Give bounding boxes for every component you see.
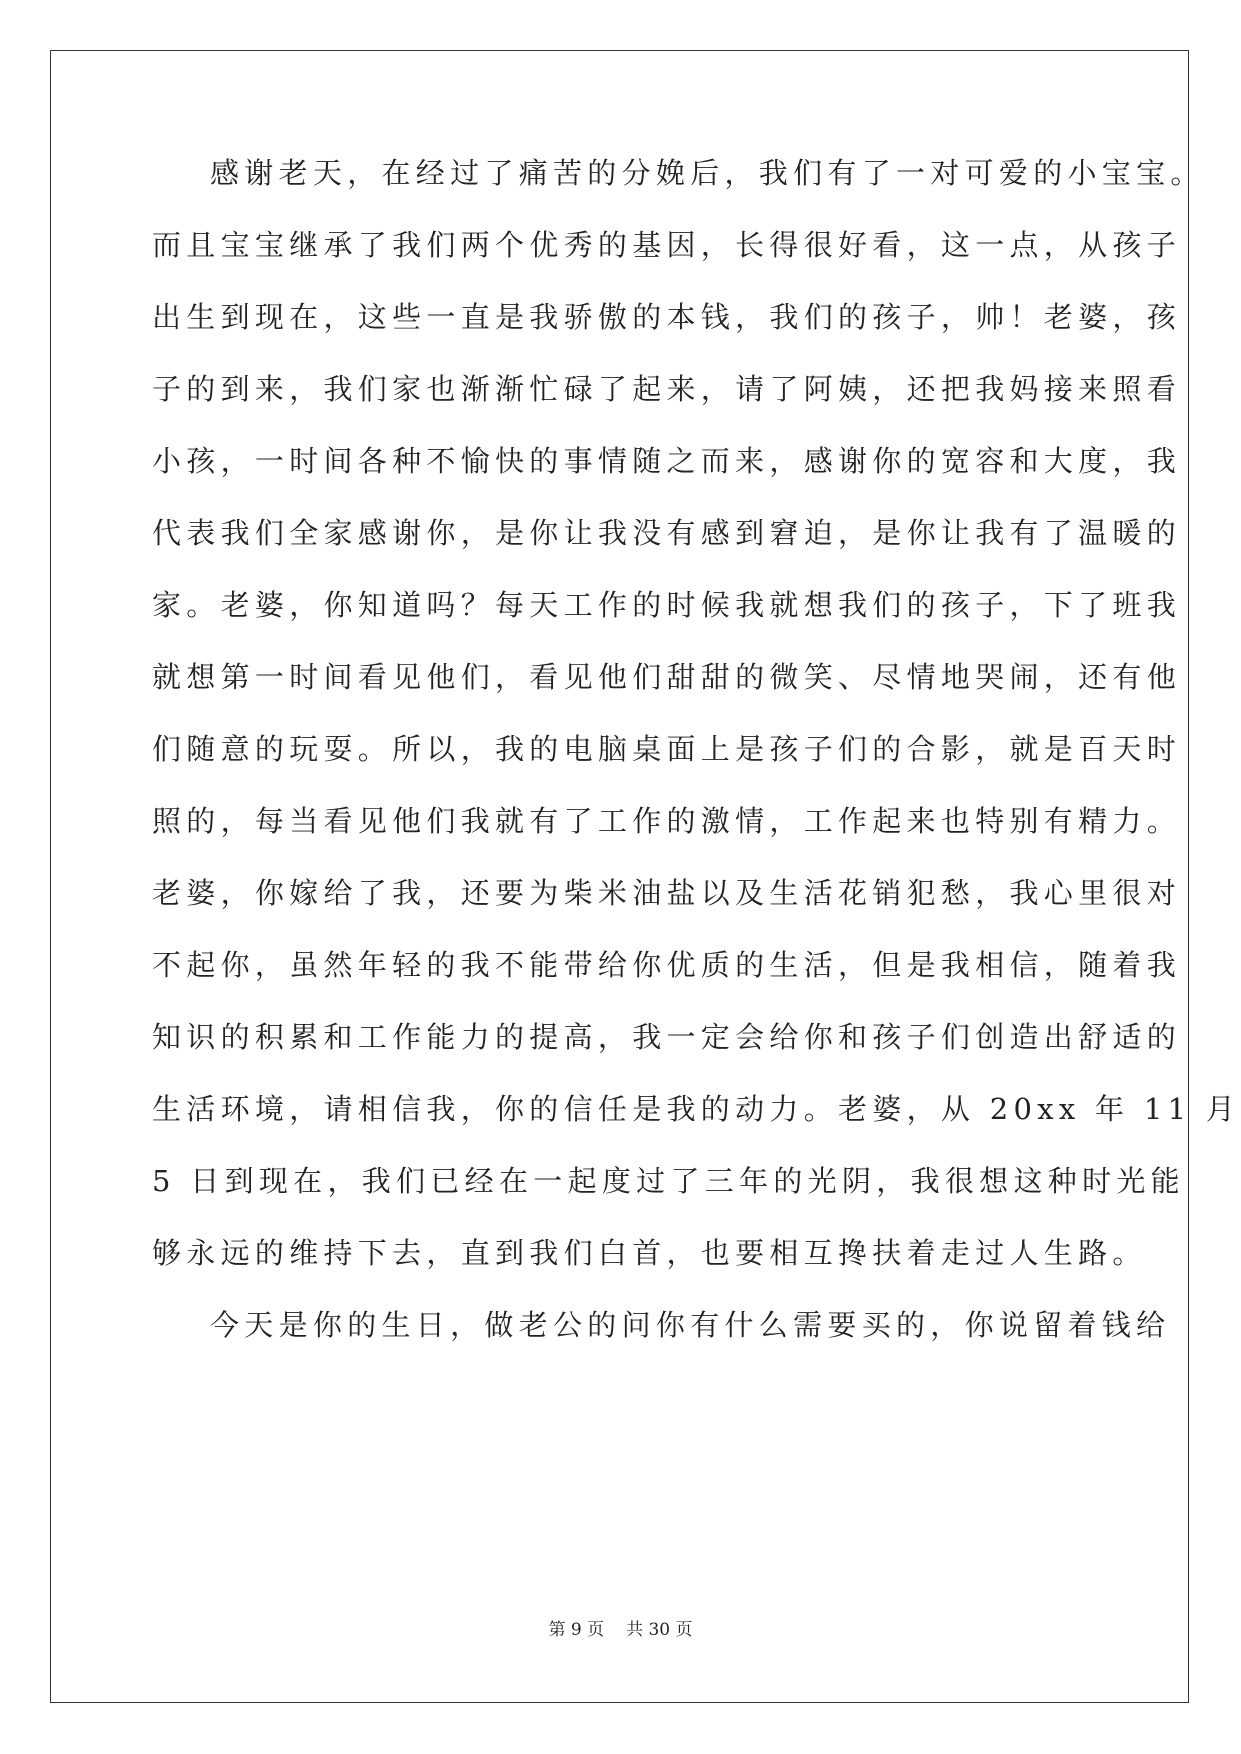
text-line: 5 日到现在，我们已经在一起度过了三年的光阴，我很想这种时光能 xyxy=(152,1164,1185,1198)
text-line: 老婆，你嫁给了我，还要为柴米油盐以及生活花销犯愁，我心里很对 xyxy=(152,876,1182,910)
text-line: 生活环境，请相信我，你的信任是我的动力。老婆，从 20xx 年 11 月 xyxy=(152,1092,1241,1126)
text-line: 而且宝宝继承了我们两个优秀的基因，长得很好看，这一点，从孩子 xyxy=(152,228,1182,262)
text-line: 知识的积累和工作能力的提高，我一定会给你和孩子们创造出舒适的 xyxy=(152,1020,1182,1054)
text-line: 代表我们全家感谢你，是你让我没有感到窘迫，是你让我有了温暖的 xyxy=(152,516,1182,550)
text-line: 出生到现在，这些一直是我骄傲的本钱，我们的孩子，帅！老婆，孩 xyxy=(152,300,1182,334)
text-line: 子的到来，我们家也渐渐忙碌了起来，请了阿姨，还把我妈接来照看 xyxy=(152,372,1182,406)
text-line: 就想第一时间看见他们，看见他们甜甜的微笑、尽情地哭闹，还有他 xyxy=(152,660,1182,694)
page-number: 第 9 页 xyxy=(548,1620,605,1640)
text-line: 照的，每当看见他们我就有了工作的激情，工作起来也特别有精力。 xyxy=(152,804,1182,838)
text-line: 家。老婆，你知道吗？每天工作的时候我就想我们的孩子，下了班我 xyxy=(152,588,1182,622)
page-footer xyxy=(0,1618,1241,1642)
text-line: 感谢老天，在经过了痛苦的分娩后，我们有了一对可爱的小宝宝。 xyxy=(210,156,1205,190)
text-line: 不起你，虽然年轻的我不能带给你优质的生活，但是我相信，随着我 xyxy=(152,948,1182,982)
text-line: 小孩，一时间各种不愉快的事情随之而来，感谢你的宽容和大度，我 xyxy=(152,444,1182,478)
text-line: 们随意的玩耍。所以，我的电脑桌面上是孩子们的合影，就是百天时 xyxy=(152,732,1182,766)
page-total: 共 30 页 xyxy=(626,1620,693,1640)
text-line: 今天是你的生日，做老公的问你有什么需要买的，你说留着钱给 xyxy=(210,1308,1171,1342)
text-line: 够永远的维持下去，直到我们白首，也要相互搀扶着走过人生路。 xyxy=(152,1236,1147,1270)
